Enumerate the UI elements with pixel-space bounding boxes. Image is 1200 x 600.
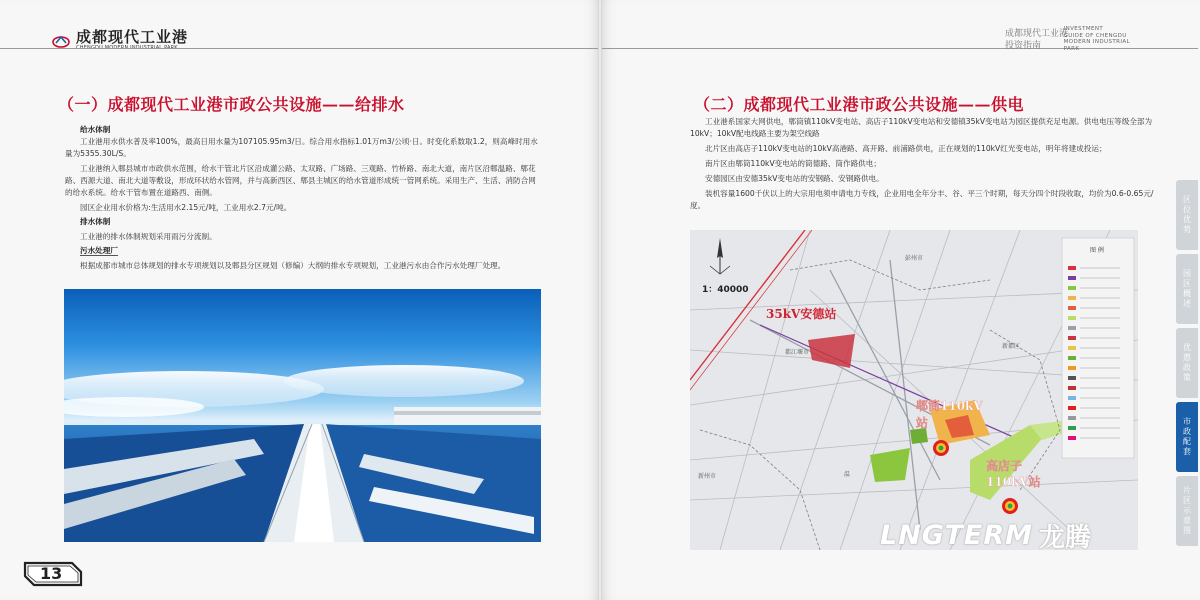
supply-paragraph-3: 园区企业用水价格为:生活用水2.15元/吨，工业用水2.7元/吨。 bbox=[80, 203, 292, 212]
drain-paragraph: 工业港的排水体制规划采用雨污分流制。 bbox=[80, 232, 217, 241]
guide-header-en bbox=[1064, 26, 1130, 52]
power-text-block bbox=[690, 116, 1160, 212]
map-label-wen: 温 bbox=[844, 471, 851, 478]
water-plant-illustration bbox=[64, 289, 541, 542]
tab-area-map[interactable]: 片区示意图 bbox=[1176, 476, 1198, 546]
pitong-station-marker bbox=[933, 440, 949, 456]
anding-station-label: 35kV安德站 bbox=[766, 307, 837, 321]
power-paragraph-1: 工业港系国家大网供电，郫筒镇110kV变电站、高店子110kV变电站和安德镇35kV变电站为园区提供充足电源。供电电压等级全部为10kV；10kV配电线路主要为架空线路 bbox=[690, 117, 1153, 138]
page-number: 13 bbox=[40, 564, 63, 583]
section-title-power: （二）成都现代工业港市政公共设施——供电 bbox=[694, 95, 1025, 114]
watermark-en: LNGTERM bbox=[880, 520, 1034, 551]
guide-header-en-2: GUIDE OF CHENGDU bbox=[1063, 32, 1127, 39]
gaodian-station-marker bbox=[1002, 498, 1018, 514]
guide-header-cn bbox=[1005, 28, 1068, 52]
logo-name-cn: 成都现代工业港 bbox=[76, 28, 189, 46]
sewage-paragraph: 根据成都市城市总体规划的排水专项规划以及郫县分区规划（修编）大纲的排水专项规划，工业港污水由合作污水处理厂处理。 bbox=[80, 261, 506, 270]
section-tabs bbox=[1176, 180, 1200, 550]
supply-heading: 给水体制 bbox=[80, 125, 111, 134]
power-paragraph-5: 装机容量1600千伏以上的大宗用电须申请电力专线，企业用电全年分丰、谷、平三个时期，每天分四个时段收取，均价为0.6-0.65元/度。 bbox=[690, 189, 1154, 210]
guide-header-cn-1: 成都现代工业港 bbox=[1004, 29, 1068, 39]
tab-park-overview[interactable]: 园区概述 bbox=[1176, 254, 1198, 324]
longterm-watermark bbox=[880, 517, 1091, 554]
guide-header-en-4: PARK bbox=[1063, 45, 1080, 52]
map-label-xindu: 新都区 bbox=[1002, 343, 1021, 350]
left-page bbox=[0, 0, 598, 600]
water-plant-photo bbox=[64, 289, 541, 542]
gaodian-station-label-1: 高店子 bbox=[986, 459, 1023, 473]
guide-header-en-3: MODERN INDUSTRIAL bbox=[1063, 39, 1130, 45]
guide-header-cn-2: 投资指南 bbox=[1004, 41, 1041, 51]
section-title-water: （一）成都现代工业港市政公共设施——给排水 bbox=[58, 95, 405, 114]
legend-title: 图 例 bbox=[1090, 247, 1104, 254]
guide-header-en-1: INVESTMENT bbox=[1063, 26, 1104, 32]
right-page bbox=[602, 0, 1200, 600]
tab-municipal-facilities[interactable]: 市政配套 bbox=[1176, 402, 1198, 472]
map-label-xinjin: 新州市 bbox=[698, 473, 717, 480]
map-drawing bbox=[690, 230, 1138, 550]
park-logo-icon bbox=[52, 34, 72, 48]
header-divider bbox=[0, 48, 598, 49]
map-scale: 1：40000 bbox=[702, 285, 749, 295]
map-label-pengzhou: 彭州市 bbox=[905, 255, 924, 262]
map-label-dujiangyan: 都江堰市 bbox=[785, 349, 810, 356]
sewage-heading-text: 污水处理厂 bbox=[80, 246, 118, 255]
drain-heading: 排水体制 bbox=[80, 217, 111, 226]
pitong-station-label-2: 站 bbox=[916, 416, 929, 430]
water-text-block bbox=[65, 122, 541, 272]
supply-paragraph-2: 工业港纳入郫县城市市政供水范围，给水干管北片区沿成灌公路、太双路、广场路、三观路、竹桥路、南北大道，南片区沿郫温路、郫花路、西源大道、南北大道等敷设，形成环状给水管网，并与高新西区、郫县主城区的给水管道形成统一管网系统。采用生产、生活、消防合网的给水系统。给水干管布置在道路西、南侧。 bbox=[65, 164, 536, 197]
power-station-map bbox=[690, 230, 1138, 550]
watermark-cn: 龙腾 bbox=[1039, 523, 1092, 553]
tab-location-advantage[interactable]: 区位优势 bbox=[1176, 180, 1198, 250]
sewage-heading bbox=[65, 245, 541, 257]
tab-preferential-policy[interactable]: 优惠政策 bbox=[1176, 328, 1198, 398]
power-paragraph-3: 南片区由郫筒110kV变电站的筒德路、筒作路供电； bbox=[705, 159, 881, 168]
page-number-badge bbox=[22, 560, 84, 588]
pitong-station-label-1: 郫筒110kV bbox=[916, 399, 983, 413]
gaodian-station-label-2: 110kV站 bbox=[986, 475, 1041, 489]
power-paragraph-4: 安德园区由安德35kV变电站的安钢路、安钢路供电。 bbox=[705, 174, 884, 183]
supply-paragraph-1: 工业港用水供水普及率100%，最高日用水量为107105.95m3/日。综合用水指标1.01万m3/公顷·日。时变化系数取1.2，则高峰时用水量为5355.30L/S。 bbox=[65, 137, 538, 158]
power-paragraph-2: 北片区由高店子110kV变电站的10kV高港路、高开路、前浦路供电，正在规划的110kV红光变电站，明年将建成投运； bbox=[705, 144, 1107, 153]
